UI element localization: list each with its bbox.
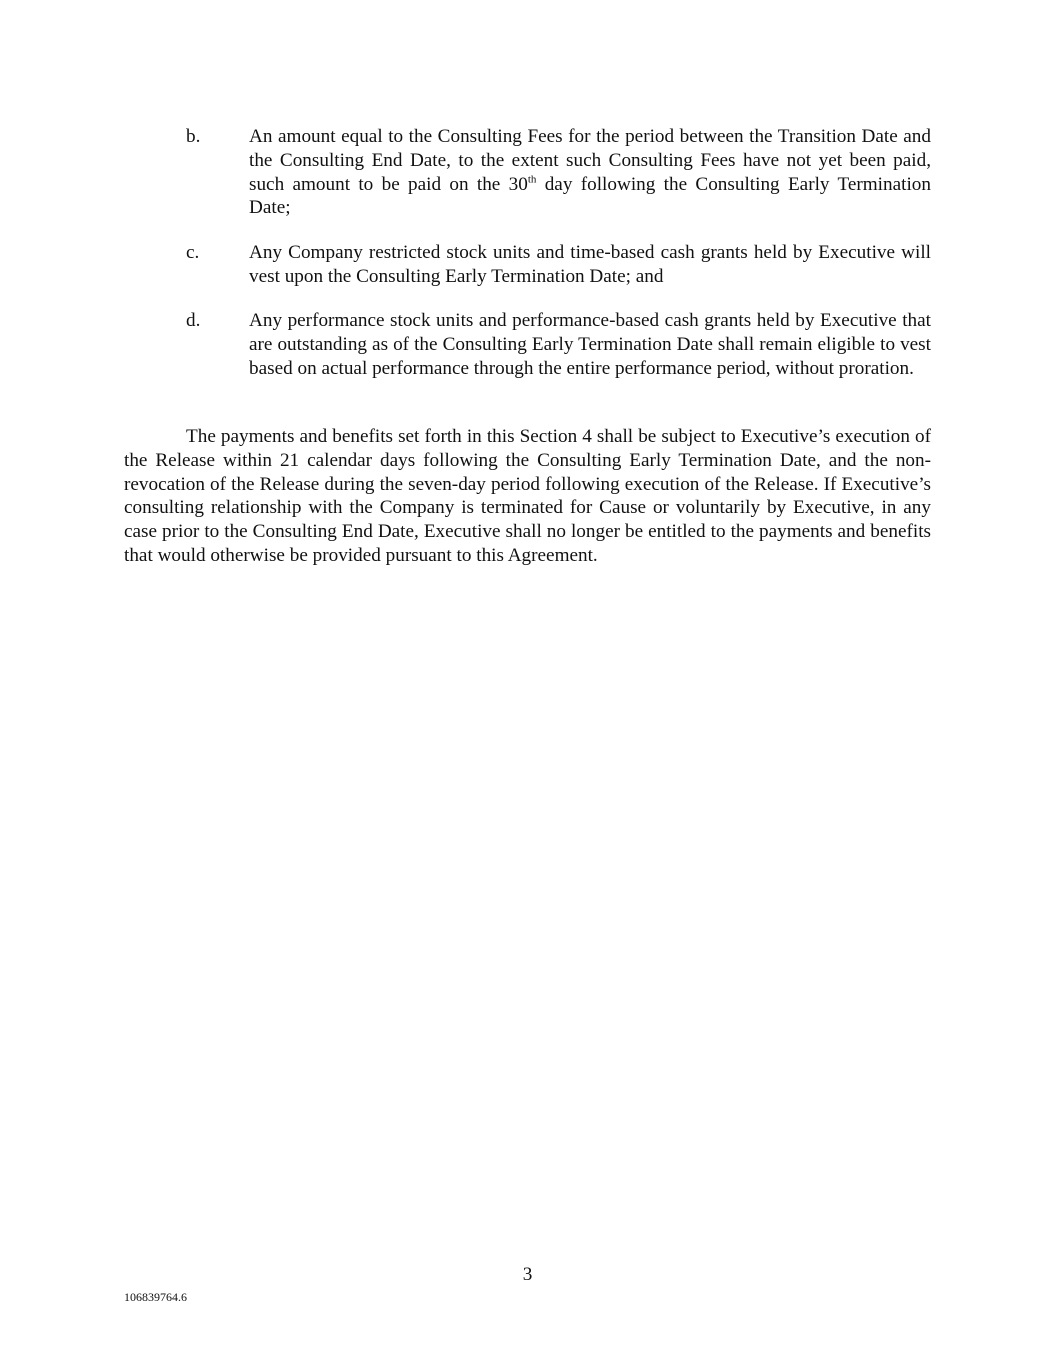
list-text-b-part1: An amount equal to the Consulting Fees for the period between the Transition Date and the Consulting End Date, to the extent such Consulting Fees have not yet been paid, such amount to be paid on the 30	[249, 126, 931, 195]
list-marker-b: b.	[186, 126, 201, 147]
ordinal-superscript: th	[527, 173, 537, 186]
list-text-c: Any Company restricted stock units and time-based cash grants held by Executive will vest upon the Consulting Early Termination Date; and	[249, 242, 931, 287]
list-marker-c: c.	[186, 242, 200, 263]
list-marker-d: d.	[186, 310, 201, 331]
list-item-d	[186, 309, 931, 380]
list-text-b	[249, 125, 931, 220]
list-text-d: Any performance stock units and performance-based cash grants held by Executive that are outstanding as of the Consulting Early Termination Date shall remain eligible to vest based on actual performance through the entire performance period, without proration.	[249, 310, 931, 379]
list-item-c	[186, 241, 931, 289]
list-item-b	[186, 125, 931, 220]
document-id-footer: 106839764.6	[124, 1290, 187, 1304]
page-number: 3	[522, 1264, 533, 1285]
list-text-b-part2: day following the Consulting Early Termination Date;	[249, 173, 931, 219]
body-paragraph: The payments and benefits set forth in this Section 4 shall be subject to Executive’s execution of the Release within 21 calendar days following the Consulting Early Termination Date, and the non-revocation of the Release during the seven-day period following execution of the Release. If Executive’s consulting relationship with the Company is terminated for Cause or voluntarily by Executive, in any case prior to the Consulting End Date, Executive shall no longer be entitled to the payments and benefits that would otherwise be provided pursuant to this Agreement.	[124, 426, 931, 566]
